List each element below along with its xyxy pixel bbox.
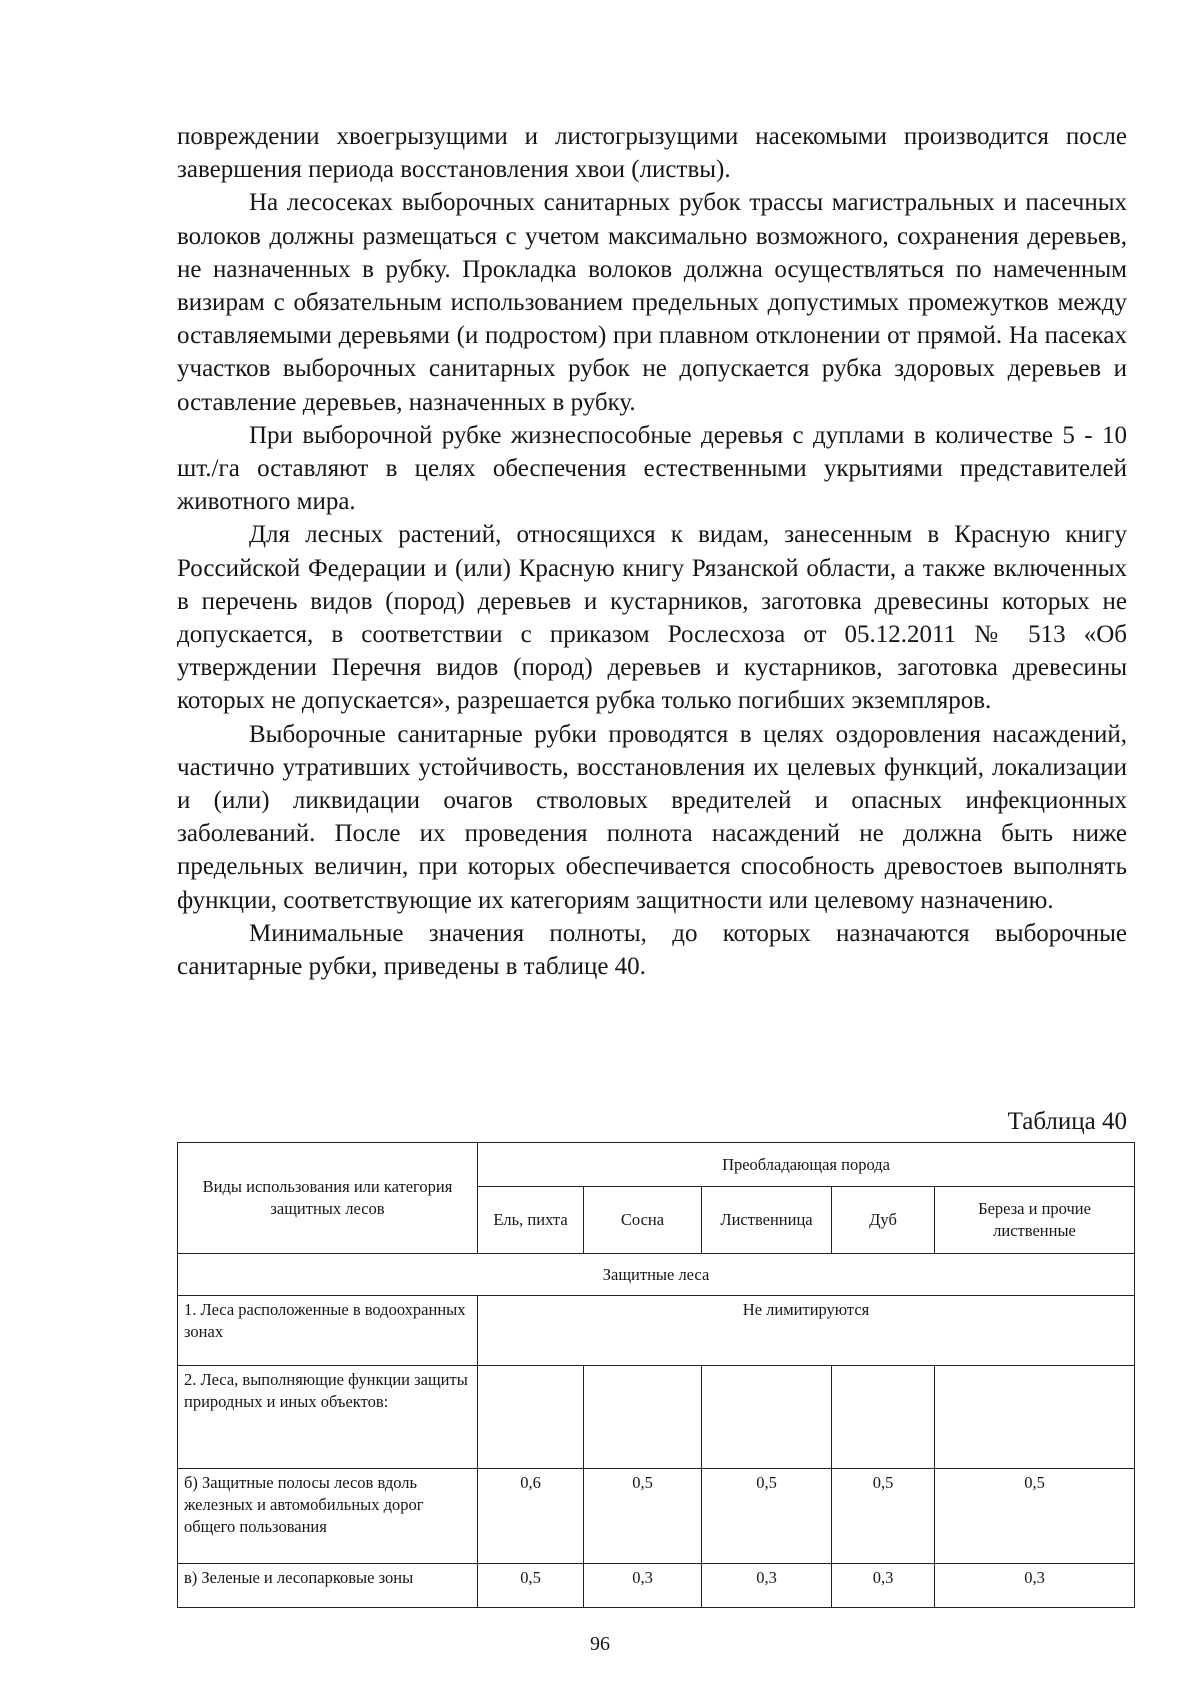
- empty-cell: [584, 1366, 702, 1469]
- header-species: Сосна: [584, 1187, 702, 1254]
- row-value: 0,5: [584, 1469, 702, 1564]
- header-species: Ель, пихта: [478, 1187, 584, 1254]
- paragraph: повреждении хвоегрызущими и листогрызущими насекомыми производится после завершения периода восстановления хвои (листвы).: [177, 123, 1127, 184]
- row-value: 0,5: [702, 1469, 832, 1564]
- header-species: Дуб: [832, 1187, 935, 1254]
- row-value: 0,5: [935, 1469, 1135, 1564]
- paragraph: Для лесных растений, относящихся к видам, занесенным в Красную книгу Российской Федерации и (или) Красную книгу Рязанской области, а также включенных в перечень видов (пород) деревьев и кустарников, заготовка древесины которых не допускается, в соответствии с приказом Рослесхоза от 05.12.2011 № 513 «Об утверждении Перечня видов (пород) деревьев и кустарников, заготовка древесины которых не допускается», разрешается рубка только погибших экземпляров.: [177, 521, 1127, 715]
- header-dominant-species: Преобладающая порода: [478, 1143, 1135, 1187]
- body-text: [177, 120, 1127, 983]
- table-row: [178, 1296, 1135, 1366]
- row-label: в) Зеленые и лесопарковые зоны: [178, 1564, 478, 1608]
- empty-cell: [478, 1366, 584, 1469]
- table-header-row: [178, 1143, 1135, 1187]
- row-value: 0,3: [832, 1564, 935, 1608]
- table-40: [177, 1142, 1135, 1608]
- row-value: 0,3: [702, 1564, 832, 1608]
- paragraph: Выборочные санитарные рубки проводятся в целях оздоровления насаждений, частично утративших устойчивость, восстановления их целевых функций, локализации и (или) ликвидации очагов стволовых вредителей и опасных инфекционных заболеваний. После их проведения полнота насаждений не должна быть ниже предельных величин, при которых обеспечивается способность древостоев выполнять функции, соответствующие их категориям защитности или целевому назначению.: [177, 720, 1127, 914]
- row-value: 0,5: [478, 1564, 584, 1608]
- table-row: [178, 1366, 1135, 1469]
- paragraph: На лесосеках выборочных санитарных рубок трассы магистральных и пасечных волоков должны размещаться с учетом максимально возможного, сохранения деревьев, не назначенных в рубку. Прокладка волоков должна осуществляться по намеченным визирам с обязательным использованием предельных допустимых промежутков между оставляемыми деревьями (и подростом) при плавном отклонении от прямой. На пасеках участков выборочных санитарных рубок не допускается рубка здоровых деревьев и оставление деревьев, назначенных в рубку.: [177, 189, 1127, 416]
- row-value: 0,5: [832, 1469, 935, 1564]
- row-label: б) Защитные полосы лесов вдоль железных и автомобильных дорог общего пользования: [178, 1469, 478, 1564]
- row-value: 0,3: [584, 1564, 702, 1608]
- table-caption: Таблица 40: [1007, 1108, 1127, 1135]
- empty-cell: [702, 1366, 832, 1469]
- header-category: Виды использования или категория защитных лесов: [178, 1143, 478, 1254]
- row-label: 1. Леса расположенные в водоохранных зонах: [178, 1296, 478, 1366]
- empty-cell: [832, 1366, 935, 1469]
- table-row: [178, 1564, 1135, 1608]
- header-species: Лиственница: [702, 1187, 832, 1254]
- header-species: Береза и прочие лиственные: [935, 1187, 1135, 1254]
- row-value: 0,3: [935, 1564, 1135, 1608]
- section-title: Защитные леса: [178, 1254, 1135, 1296]
- row-value: 0,6: [478, 1469, 584, 1564]
- row-label: 2. Леса, выполняющие функции защиты природных и иных объектов:: [178, 1366, 478, 1469]
- table-row: [178, 1469, 1135, 1564]
- row-value: Не лимитируются: [478, 1296, 1135, 1366]
- paragraph: Минимальные значения полноты, до которых назначаются выборочные санитарные рубки, приведены в таблице 40.: [177, 919, 1127, 981]
- paragraph: При выборочной рубке жизнеспособные деревья с дуплами в количестве 5 - 10 шт./га оставляют в целях обеспечения естественными укрытиями представителей животного мира.: [177, 421, 1127, 516]
- empty-cell: [935, 1366, 1135, 1469]
- page-number: 96: [590, 1633, 610, 1655]
- table-section-row: [178, 1254, 1135, 1296]
